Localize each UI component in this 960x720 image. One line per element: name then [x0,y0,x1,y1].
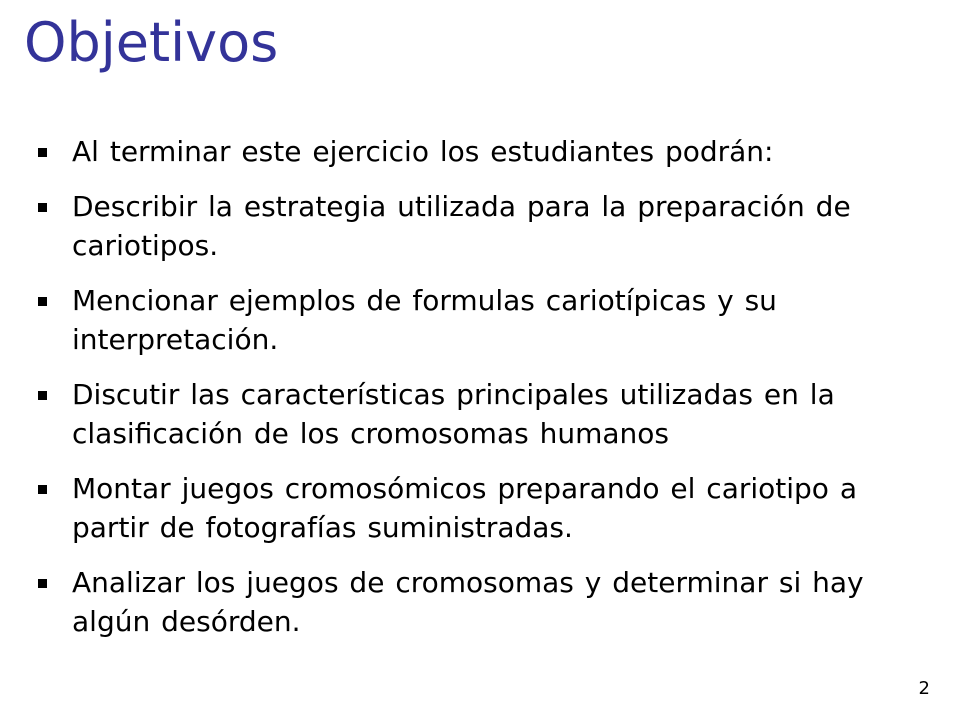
bullet-text: Describir la estrategia utilizada para la preparación de cariotipos. [72,190,851,262]
bullet-list [38,132,910,657]
bullet-text: Analizar los juegos de cromosomas y determinar si hay algún desórden. [72,566,864,638]
bullet-item [38,563,910,641]
bullet-text: Mencionar ejemplos de formulas cariotípicas y su interpretación. [72,284,777,356]
square-bullet-icon [38,203,47,212]
square-bullet-icon [38,297,47,306]
bullet-item [38,187,910,265]
bullet-text: Montar juegos cromosómicos preparando el cariotipo a partir de fotografías suministradas. [72,472,857,544]
square-bullet-icon [38,579,47,588]
slide-title: Objetivos [24,11,279,74]
bullet-text: Discutir las características principales utilizadas en la clasificación de los cromosomas humanos [72,378,835,450]
bullet-item [38,132,910,171]
bullet-item [38,281,910,359]
square-bullet-icon [38,485,47,494]
bullet-item [38,375,910,453]
square-bullet-icon [38,148,47,157]
page-number: 2 [918,678,930,699]
bullet-item [38,469,910,547]
square-bullet-icon [38,391,47,400]
bullet-text: Al terminar este ejercicio los estudiantes podrán: [72,135,774,168]
